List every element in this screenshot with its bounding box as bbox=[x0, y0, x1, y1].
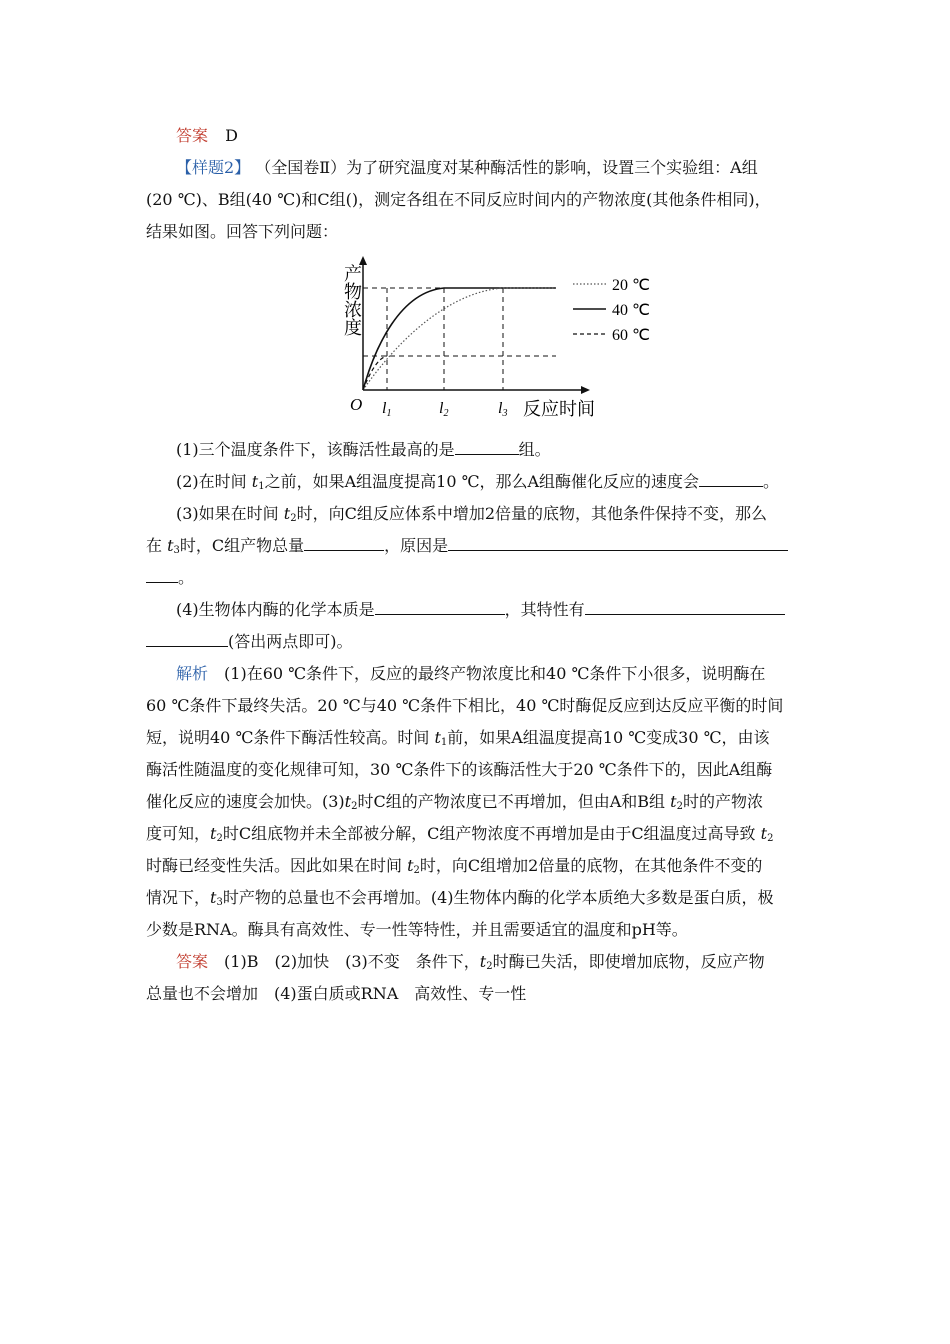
analysis-text: 时，向C组增加2倍量的底物，在其他条件不变的 bbox=[419, 856, 763, 875]
q4-blank-2 bbox=[585, 600, 785, 615]
x-axis-arrow bbox=[581, 386, 590, 394]
q4-text-b: ，其特性有 bbox=[504, 600, 585, 619]
q2-tail: 。 bbox=[763, 472, 780, 491]
analysis-text: 前，如果A组温度提高10 ℃变成30 ℃，由该 bbox=[447, 728, 770, 747]
series-60c-line bbox=[363, 356, 387, 390]
t-sub: 2 bbox=[216, 833, 223, 844]
answer-text: 时酶已失活，即使增加底物，反应产物 bbox=[492, 952, 765, 971]
analysis-label: 解析 bbox=[176, 664, 209, 683]
q3-blank-3 bbox=[146, 568, 178, 583]
question-2 bbox=[176, 472, 779, 497]
product-concentration-chart bbox=[330, 252, 670, 424]
answer-text: (1)B (2)加快 (3)不变 条件下， bbox=[224, 952, 480, 971]
q1-blank bbox=[455, 440, 519, 455]
analysis-text: 时C组的产物浓度已不再增加，但由A和B组 bbox=[357, 792, 671, 811]
analysis-line-4: 酶活性随温度的变化规律可知，30 ℃条件下的该酶活性大于20 ℃条件下的，因此A组酶 bbox=[146, 760, 773, 779]
t-sub: 3 bbox=[216, 897, 223, 908]
question-1 bbox=[176, 440, 551, 460]
answer-label: 答案 bbox=[176, 952, 209, 971]
t-symbol: t bbox=[283, 504, 291, 523]
t-symbol: t bbox=[167, 536, 174, 555]
t-sub: 1 bbox=[440, 737, 448, 748]
analysis-text: 短，说明40 ℃条件下酶活性较高。时间 bbox=[146, 728, 435, 747]
q3-text-c: 在 bbox=[146, 536, 168, 555]
q1-tail: 组。 bbox=[518, 440, 551, 459]
t-sub: 2 bbox=[676, 801, 683, 812]
tick-t2: l2 bbox=[439, 400, 449, 419]
analysis-line-2: 60 ℃条件下最终失活。20 ℃与40 ℃条件下相比，40 ℃时酶促反应到达反应平衡的时间 bbox=[146, 696, 784, 715]
tick-t3: l3 bbox=[498, 400, 508, 419]
question-3-line3 bbox=[146, 568, 194, 588]
sample-tag: 【样题2】 bbox=[176, 158, 251, 177]
q2-blank bbox=[699, 472, 763, 487]
q4-blank-3 bbox=[146, 632, 228, 647]
t-symbol: t bbox=[479, 952, 487, 971]
series-40c-line bbox=[363, 288, 556, 390]
t-symbol: t bbox=[760, 824, 768, 843]
q4-blank-1 bbox=[375, 600, 505, 615]
analysis-line-8 bbox=[146, 888, 774, 913]
analysis-text: 催化反应的速度会加快。(3) bbox=[146, 792, 345, 811]
q4-tail: (答出两点即可)。 bbox=[228, 632, 353, 651]
analysis-text: 时酶已经变性失活。因此如果在时间 bbox=[146, 856, 408, 875]
t-symbol: t bbox=[670, 792, 677, 811]
y-axis-label: 产物浓度 bbox=[342, 264, 362, 336]
t-sub: 3 bbox=[173, 545, 180, 556]
question-4-line1 bbox=[176, 600, 785, 620]
analysis-line-7 bbox=[146, 856, 762, 881]
t-symbol: t bbox=[210, 824, 217, 843]
legend-60c-label: 60 ℃ bbox=[612, 327, 650, 344]
question-intro-line1 bbox=[176, 158, 758, 178]
t-sub: 2 bbox=[351, 801, 358, 812]
question-3-line2 bbox=[146, 536, 788, 561]
t-sub: 2 bbox=[767, 833, 774, 844]
legend-40c-label: 40 ℃ bbox=[612, 302, 650, 319]
t-symbol: t bbox=[407, 856, 414, 875]
tick-t1: l1 bbox=[382, 400, 392, 419]
q3-text-d: 时，C组产物总量 bbox=[179, 536, 305, 555]
origin-label: O bbox=[350, 395, 363, 414]
t-symbol: t bbox=[434, 728, 441, 747]
t-sub: 2 bbox=[486, 961, 493, 972]
question-4-line2 bbox=[146, 632, 353, 652]
answer-line-2 bbox=[176, 952, 765, 977]
series-20c-line bbox=[363, 288, 556, 390]
q3-blank-1 bbox=[304, 536, 384, 551]
q4-text: (4)生物体内酶的化学本质是 bbox=[176, 600, 375, 619]
analysis-text: 度可知， bbox=[146, 824, 211, 843]
analysis-line-3 bbox=[146, 728, 770, 753]
answer-label: 答案 bbox=[176, 126, 209, 145]
q2-text-mid: 之前，如果A组温度提高10 ℃，那么A组酶催化反应的速度会 bbox=[264, 472, 700, 491]
analysis-text: 时产物的总量也不会再增加。(4)生物体内酶的化学本质绝大多数是蛋白质，极 bbox=[222, 888, 774, 907]
intro-text-1: （全国卷Ⅱ）为了研究温度对某种酶活性的影响，设置三个实验组：A组 bbox=[255, 158, 758, 177]
answer-line-1 bbox=[176, 126, 238, 146]
analysis-text: 情况下， bbox=[146, 888, 211, 907]
q1-text: (1)三个温度条件下，该酶活性最高的是 bbox=[176, 440, 455, 459]
analysis-text: 时C组底物并未全部被分解，C组产物浓度不再增加是由于C组温度过高导致 bbox=[222, 824, 761, 843]
question-intro-line2: (20 ℃)、B组(40 ℃)和C组()，测定各组在不同反应时间内的产物浓度(其他条件相同)， bbox=[146, 190, 771, 209]
q3-tail: 。 bbox=[178, 568, 195, 587]
analysis-line-1 bbox=[176, 664, 765, 684]
analysis-text: 时的产物浓 bbox=[682, 792, 763, 811]
analysis-line-5 bbox=[146, 792, 763, 817]
t-symbol: t bbox=[210, 888, 217, 907]
q2-text: (2)在时间 bbox=[176, 472, 252, 491]
analysis-line-9: 少数是RNA。酶具有高效性、专一性等特性，并且需要适宜的温度和pH等。 bbox=[146, 920, 688, 939]
q3-blank-2 bbox=[448, 536, 788, 551]
analysis-line-6 bbox=[146, 824, 773, 849]
t-symbol: t bbox=[344, 792, 352, 811]
t-sub: 1 bbox=[258, 481, 265, 492]
q3-text-e: ，原因是 bbox=[384, 536, 449, 555]
q3-text: (3)如果在时间 bbox=[176, 504, 284, 523]
x-axis-label: 反应时间 bbox=[523, 399, 595, 419]
t-symbol: t bbox=[251, 472, 259, 491]
question-intro-line3: 结果如图。回答下列问题： bbox=[146, 222, 339, 241]
t-sub: 2 bbox=[290, 513, 297, 524]
answer-value: D bbox=[225, 126, 238, 145]
analysis-text: (1)在60 ℃条件下，反应的最终产物浓度比和40 ℃条件下小很多，说明酶在 bbox=[224, 664, 766, 683]
q3-text-b: 时，向C组反应体系中增加2倍量的底物，其他条件保持不变，那么 bbox=[296, 504, 768, 523]
question-3-line1 bbox=[176, 504, 767, 529]
t-sub: 2 bbox=[413, 865, 420, 876]
legend-20c-label: 20 ℃ bbox=[612, 277, 650, 294]
answer-line-3: 总量也不会增加 (4)蛋白质或RNA 高效性、专一性 bbox=[146, 984, 527, 1003]
